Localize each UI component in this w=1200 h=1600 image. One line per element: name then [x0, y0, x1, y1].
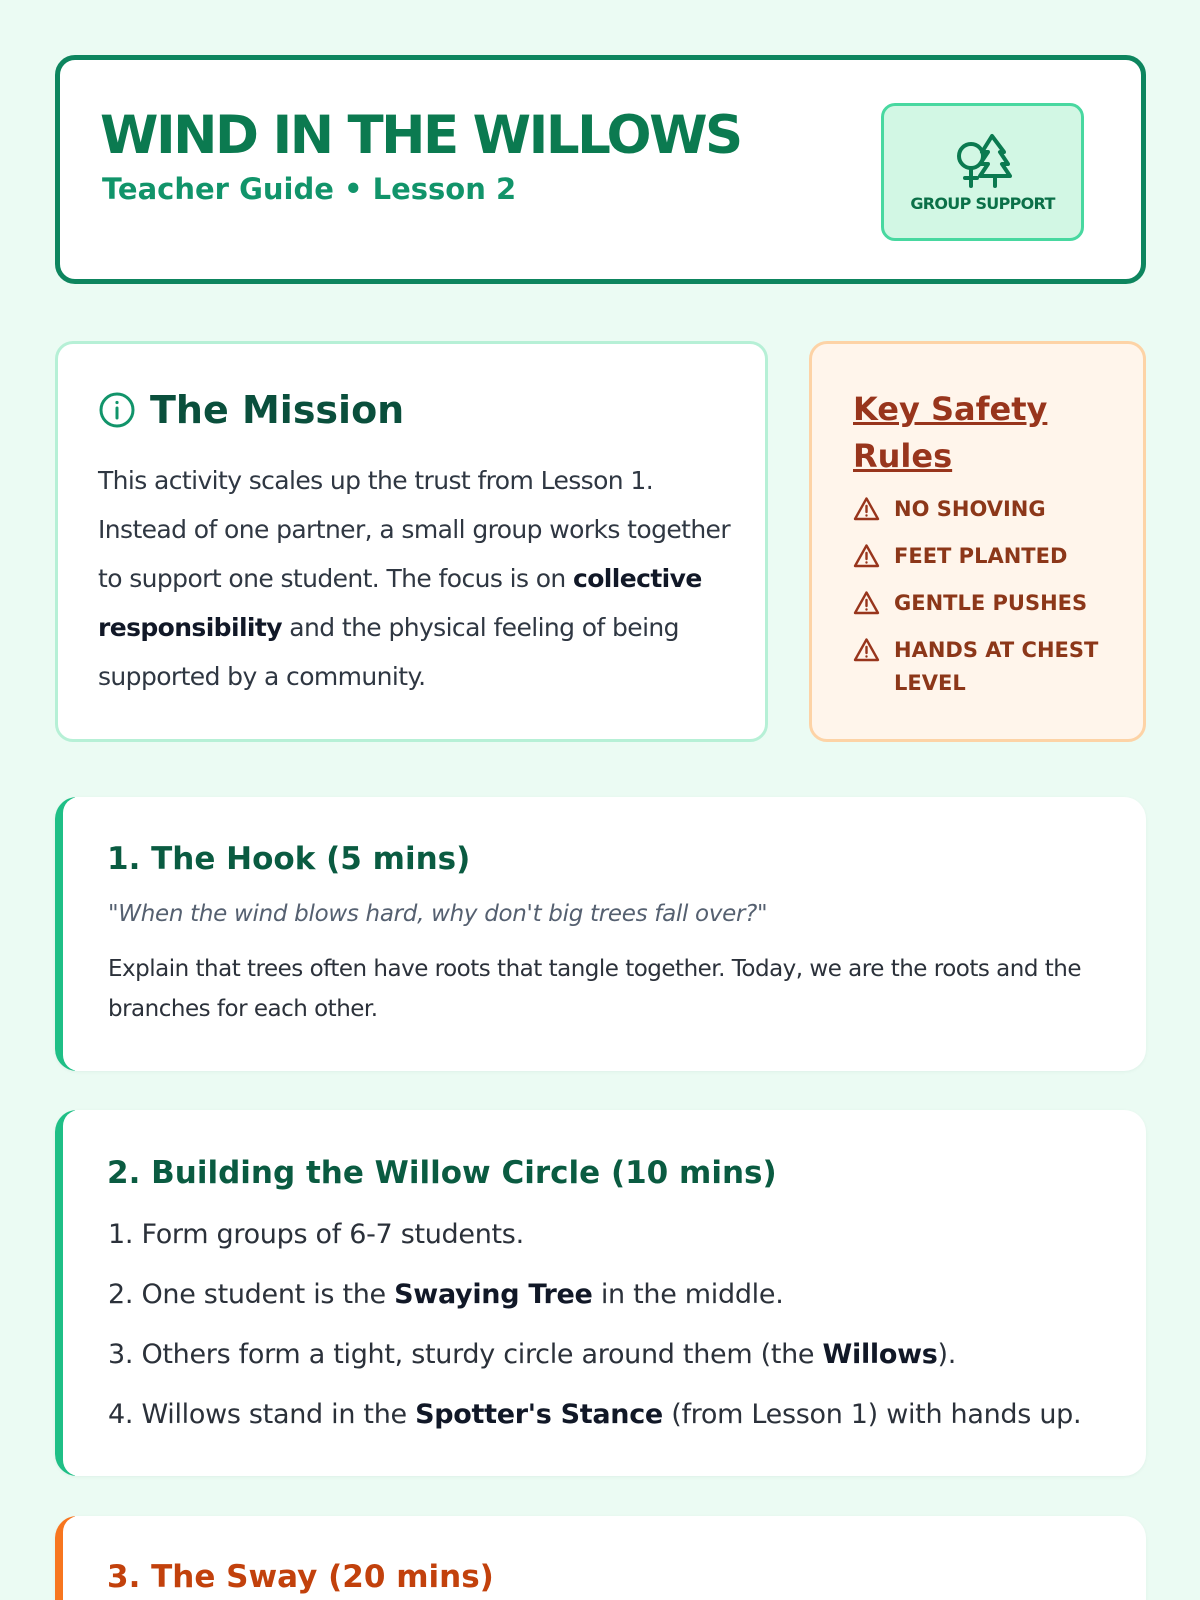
- list-item: [108, 1279, 783, 1310]
- step-title: 1. The Hook (5 mins): [107, 841, 471, 877]
- list-item: [108, 1339, 956, 1370]
- step-title: 2. Building the Willow Circle (10 mins): [107, 1155, 777, 1191]
- warning-icon: [853, 637, 880, 662]
- warning-icon: [853, 543, 880, 568]
- mission-title: The Mission: [150, 388, 405, 432]
- step-accent-bar-mask: [63, 797, 79, 1071]
- safety-rule-text: NO SHOVING: [894, 497, 1046, 521]
- list-item: [108, 1219, 524, 1250]
- list-item-text: 4. Willows stand in the: [108, 1399, 416, 1430]
- safety-rules-card: [809, 341, 1146, 742]
- safety-rule-text: GENTLE PUSHES: [894, 591, 1088, 615]
- step-title: 3. The Sway (20 mins): [107, 1559, 494, 1595]
- list-item-bold: Willows: [822, 1339, 938, 1370]
- mission-card: [55, 341, 768, 742]
- mission-heading: [98, 388, 404, 432]
- mission-text-part: and the physical feeling of being supported by a community.: [98, 613, 679, 691]
- list-item-text: (from Lesson 1) with hands up.: [662, 1399, 1082, 1430]
- list-item-text: 3. Others form a tight, sturdy circle around them (the: [108, 1339, 823, 1370]
- page-subtitle: Teacher Guide • Lesson 2: [102, 172, 517, 206]
- safety-rule: [853, 493, 1124, 526]
- list-item-text: ).: [937, 1339, 957, 1370]
- list-item-text: in the middle.: [592, 1279, 784, 1310]
- list-item: [108, 1399, 1081, 1430]
- warning-icon: [853, 590, 880, 615]
- badge-label: GROUP SUPPORT: [910, 194, 1055, 213]
- mission-text: [98, 456, 738, 701]
- mission-text-bold: collective responsibility: [98, 564, 702, 642]
- list-item-text: 2. One student is the: [108, 1279, 395, 1310]
- step-text: Explain that trees often have roots that tangle together. Today, we are the roots and the branches for each other.: [108, 956, 1081, 1022]
- page-title: WIND IN THE WILLOWS: [100, 105, 741, 166]
- list-item-text: 1. Form groups of 6-7 students.: [108, 1219, 524, 1250]
- safety-title: Key Safety Rules: [853, 390, 1048, 475]
- list-item-bold: Spotter's Stance: [415, 1399, 663, 1430]
- safety-rule-text: HANDS AT CHEST LEVEL: [894, 638, 1099, 695]
- step-accent-bar-mask: [63, 1110, 79, 1476]
- group-support-badge: [881, 103, 1084, 241]
- safety-rule: [853, 587, 1124, 620]
- step-quote: "When the wind blows hard, why don't big trees fall over?": [108, 901, 768, 927]
- trees-icon: [952, 132, 1014, 190]
- step-accent-bar-mask: [63, 1516, 79, 1600]
- step-card-sway: [55, 1516, 1146, 1600]
- safety-rule: [853, 540, 1124, 573]
- step-card-hook: [55, 797, 1146, 1071]
- safety-rule-text: FEET PLANTED: [894, 544, 1068, 568]
- header-card: [55, 55, 1146, 284]
- safety-rule: [853, 634, 1124, 700]
- mission-text-part: This activity scales up the trust from Lesson 1. Instead of one partner, a small group works together to support one student. The focus is on: [98, 466, 731, 593]
- list-item-bold: Swaying Tree: [394, 1279, 593, 1310]
- info-icon: [98, 391, 136, 429]
- step-card-willow-circle: [55, 1110, 1146, 1476]
- warning-icon: [853, 496, 880, 521]
